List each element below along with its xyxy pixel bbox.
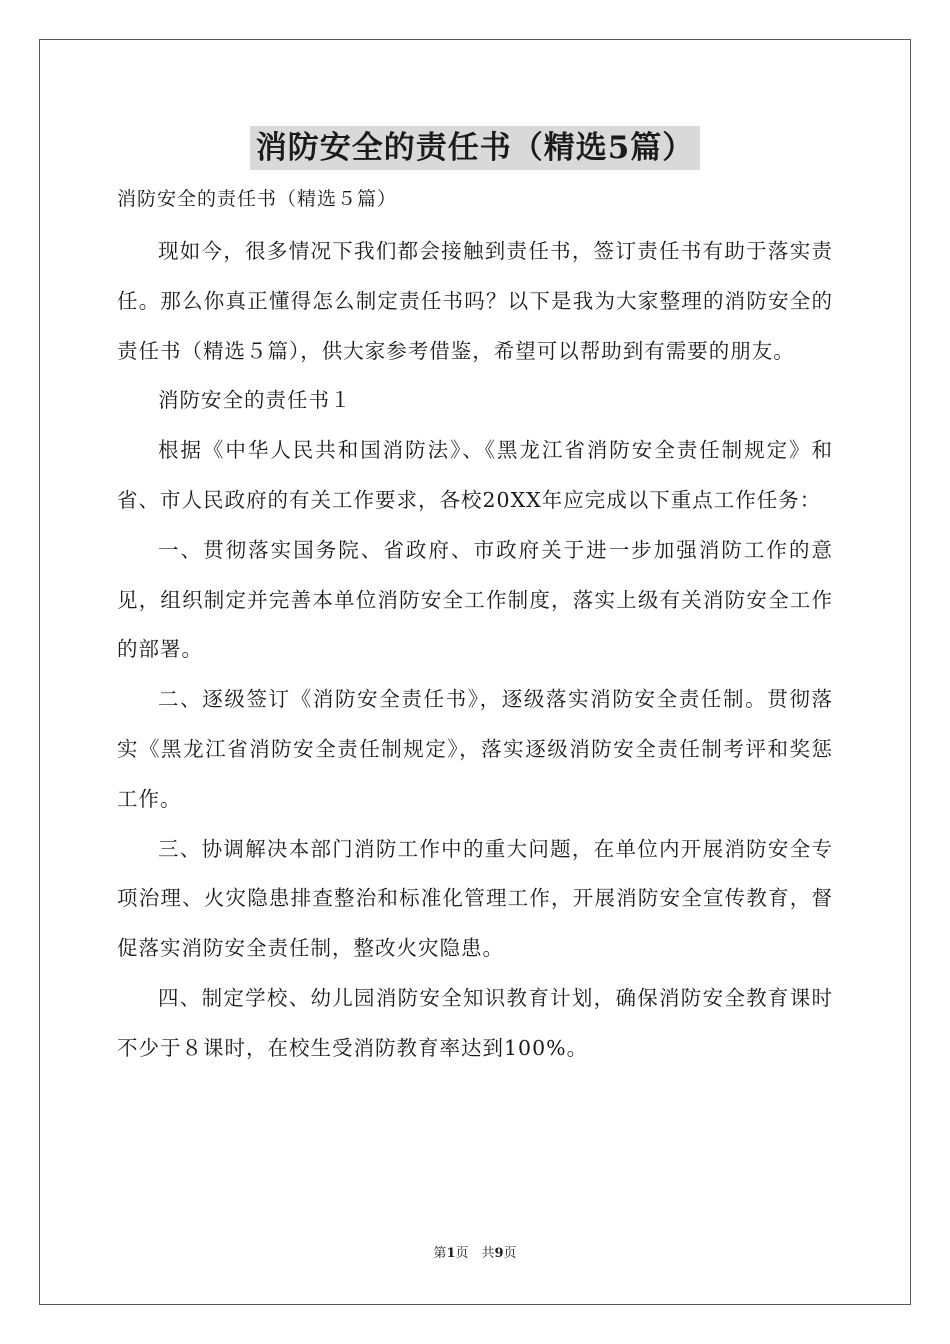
footer-total-pages: 9 [494,1246,504,1261]
paragraph-item-2: 二、逐级签订《消防安全责任书》，逐级落实消防安全责任制。贯彻落实《黑龙江省消防安全责任制规定》，落实逐级消防安全责任制考评和奖惩工作。 [117,687,833,811]
paragraph-basis: 根据《中华人民共和国消防法》、《黑龙江省消防安全责任制规定》和省、市人民政府的有关工作要求，各校20XX年应完成以下重点工作任务： [117,438,833,512]
document-subtitle: 消防安全的责任书（精选５篇） [117,188,398,210]
footer-middle: 页 共 [455,1246,495,1261]
title-container [117,126,833,170]
paragraph-item-1: 一、贯彻落实国务院、省政府、市政府关于进一步加强消防工作的意见，组织制定并完善本单位消防安全工作制度，落实上级有关消防安全工作的部署。 [117,537,833,662]
paragraph-item-4: 四、制定学校、幼儿园消防安全知识教育计划，确保消防安全教育课时不少于８课时，在校生受消防教育率达到100%。 [117,985,833,1060]
footer-suffix: 页 [503,1246,517,1261]
footer-prefix: 第 [433,1246,447,1261]
paragraph-intro: 现如今，很多情况下我们都会接触到责任书，签订责任书有助于落实责任。那么你真正懂得怎么制定责任书吗？以下是我为大家整理的消防安全的责任书（精选５篇），供大家参考借鉴，希望可以帮助到有需要的朋友。 [117,239,833,363]
page-footer [0,1245,950,1263]
document-body [117,227,833,1074]
footer-page-number: 1 [446,1246,456,1261]
document-title: 消防安全的责任书（精选5篇） [250,126,701,170]
section-heading-1: 消防安全的责任书１ [158,388,352,413]
paragraph-item-3: 三、协调解决本部门消防工作中的重大问题，在单位内开展消防安全专项治理、火灾隐患排查整治和标准化管理工作，开展消防安全宣传教育，督促落实消防安全责任制，整改火灾隐患。 [117,836,833,961]
